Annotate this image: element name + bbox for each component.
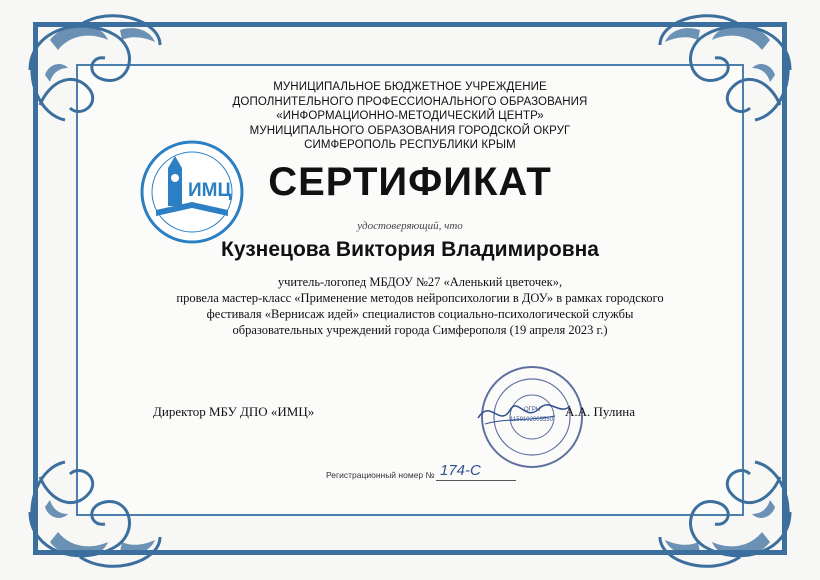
ornament-scroll-icon xyxy=(20,452,170,572)
svg-text:ОГРН: ОГРН xyxy=(524,407,541,413)
recipient-name: Кузнецова Виктория Владимировна xyxy=(221,238,599,261)
director-title: Директор МБУ ДПО «ИМЦ» xyxy=(153,404,315,419)
registration-label: Регистрационный номер № xyxy=(326,470,435,480)
director-name: А.А. Пулина xyxy=(565,404,636,419)
registration-number: 174-С xyxy=(440,462,481,479)
certificate-body xyxy=(140,274,700,338)
body-line: провела мастер-класс «Применение методов нейропсихологии в ДОУ» в рамках городского xyxy=(176,291,664,305)
issuer-header xyxy=(0,80,820,153)
certificate-title: СЕРТИФИКАТ xyxy=(268,160,552,204)
body-line: образовательных учреждений города Симферополя (19 апреля 2023 г.) xyxy=(232,323,608,337)
header-line: МУНИЦИПАЛЬНОЕ БЮДЖЕТНОЕ УЧРЕЖДЕНИЕ xyxy=(273,81,547,93)
header-line: ДОПОЛНИТЕЛЬНОГО ПРОФЕССИОНАЛЬНОГО ОБРАЗОВАНИЯ xyxy=(232,95,588,108)
header-line: СИМФЕРОПОЛЬ РЕСПУБЛИКИ КРЫМ xyxy=(304,139,516,151)
ornament-scroll-icon xyxy=(650,452,800,572)
header-line: «ИНФОРМАЦИОННО-МЕТОДИЧЕСКИЙ ЦЕНТР» xyxy=(276,110,544,122)
body-line: учитель-логопед МБДОУ №27 «Аленький цветочек», xyxy=(277,275,563,289)
body-line: фестиваля «Вернисаж идей» специалистов социально-психологической службы xyxy=(206,307,634,321)
registration-underline xyxy=(436,480,516,481)
header-line: МУНИЦИПАЛЬНОГО ОБРАЗОВАНИЯ ГОРОДСКОЙ ОКРУГ xyxy=(249,124,571,137)
subtitle: удостоверяющий, что xyxy=(357,220,463,232)
svg-text:1159102009550: 1159102009550 xyxy=(510,417,553,423)
svg-text:ИМЦ: ИМЦ xyxy=(188,180,232,201)
